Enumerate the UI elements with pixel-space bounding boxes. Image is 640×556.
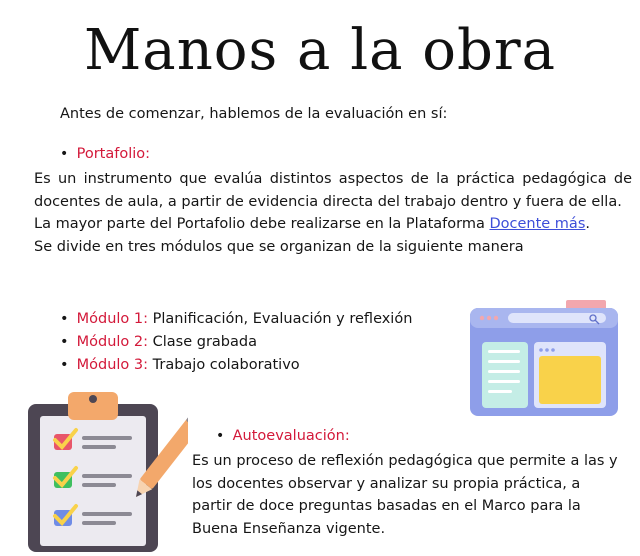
browser-window-icon [468, 300, 620, 418]
portafolio-label: Portafolio: [76, 146, 151, 162]
portafolio-heading [60, 146, 150, 162]
portafolio-p2-end: . [585, 216, 590, 232]
portafolio-p2 [34, 213, 632, 236]
bullet-dot: • [60, 146, 69, 162]
checklist-clipboard-icon [28, 386, 188, 552]
page-title: Manos a la obra [83, 18, 557, 83]
module-label: Módulo 3: [76, 357, 149, 373]
portafolio-p2-text: La mayor parte del Portafolio debe realizarse en la Plataforma [34, 216, 490, 232]
bullet-dot: • [60, 311, 69, 327]
bullet-dot: • [60, 357, 69, 373]
module-text: Clase grabada [152, 334, 257, 350]
docente-mas-link[interactable]: Docente más [489, 216, 586, 232]
module-label: Módulo 1: [76, 311, 149, 327]
module-item [60, 354, 412, 377]
autoevaluacion-description: Es un proceso de reflexión pedagógica que permite a las y los docentes observar y analizar su propia práctica, a partir de doce preguntas basadas en el Marco para la Buena Enseñanza vigente. [192, 453, 618, 537]
bullet-dot: • [216, 428, 225, 444]
portafolio-p3: Se divide en tres módulos que se organizan de la siguiente manera [34, 238, 524, 255]
intro-text: Antes de comenzar, hablemos de la evaluación en sí: [60, 106, 448, 122]
portafolio-p1: Es un instrumento que evalúa distintos aspectos de la práctica pedagógica de docentes de aula, a partir de evidencia directa del trabajo dentro y fuera de ella. [34, 171, 632, 210]
module-item [60, 331, 412, 354]
module-text: Planificación, Evaluación y reflexión [152, 311, 413, 327]
module-text: Trabajo colaborativo [152, 357, 300, 373]
module-item [60, 308, 412, 331]
bullet-dot: • [60, 334, 69, 350]
portafolio-description [34, 168, 632, 258]
autoevaluacion-label: Autoevaluación: [232, 428, 350, 444]
modules-list [60, 308, 412, 377]
module-label: Módulo 2: [76, 334, 149, 350]
autoevaluacion-heading [216, 428, 350, 444]
